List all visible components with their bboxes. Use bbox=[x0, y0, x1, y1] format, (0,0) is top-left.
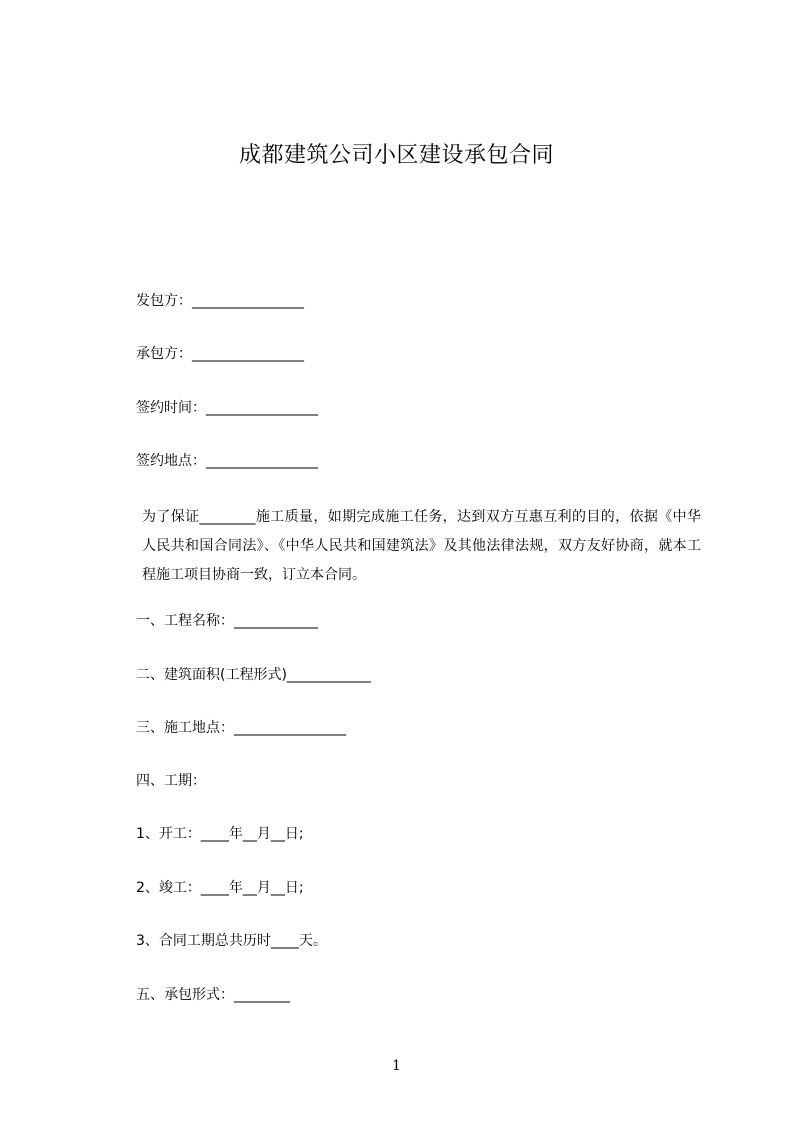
employer-field: 发包方：________________ bbox=[136, 293, 304, 309]
document-title: 成都建筑公司小区建设承包合同 bbox=[238, 143, 554, 168]
clause-duration-heading: 四、工期： bbox=[136, 773, 206, 789]
contractor-field: 承包方：________________ bbox=[136, 346, 304, 362]
page-number: 1 bbox=[392, 1058, 401, 1074]
clause-site-location: 三、施工地点：________________ bbox=[136, 720, 346, 736]
intro-paragraph bbox=[136, 503, 701, 590]
signing-place-field: 签约地点：________________ bbox=[136, 453, 318, 469]
intro-paragraph-text: 为了保证________施工质量，如期完成施工任务，达到双方互惠互利的目的，依据《中华人民共和国合同法》、《中华人民共和国建筑法》及其他法律法规，双方友好协商，就本工程施工项目协商一致，订立本合同。 bbox=[142, 509, 701, 583]
clause-contract-form: 五、承包形式：________ bbox=[136, 987, 290, 1003]
clause-total-days: 3、合同工期总共历时____天。 bbox=[136, 933, 327, 949]
clause-building-area: 二、建筑面积(工程形式)____________ bbox=[136, 667, 371, 683]
clause-completion-date: 2、竣工：____年__月__日; bbox=[136, 880, 304, 896]
signing-time-field: 签约时间：________________ bbox=[136, 400, 318, 416]
clause-start-date: 1、开工：____年__月__日; bbox=[136, 826, 304, 842]
clause-project-name: 一、工程名称：____________ bbox=[136, 613, 318, 629]
